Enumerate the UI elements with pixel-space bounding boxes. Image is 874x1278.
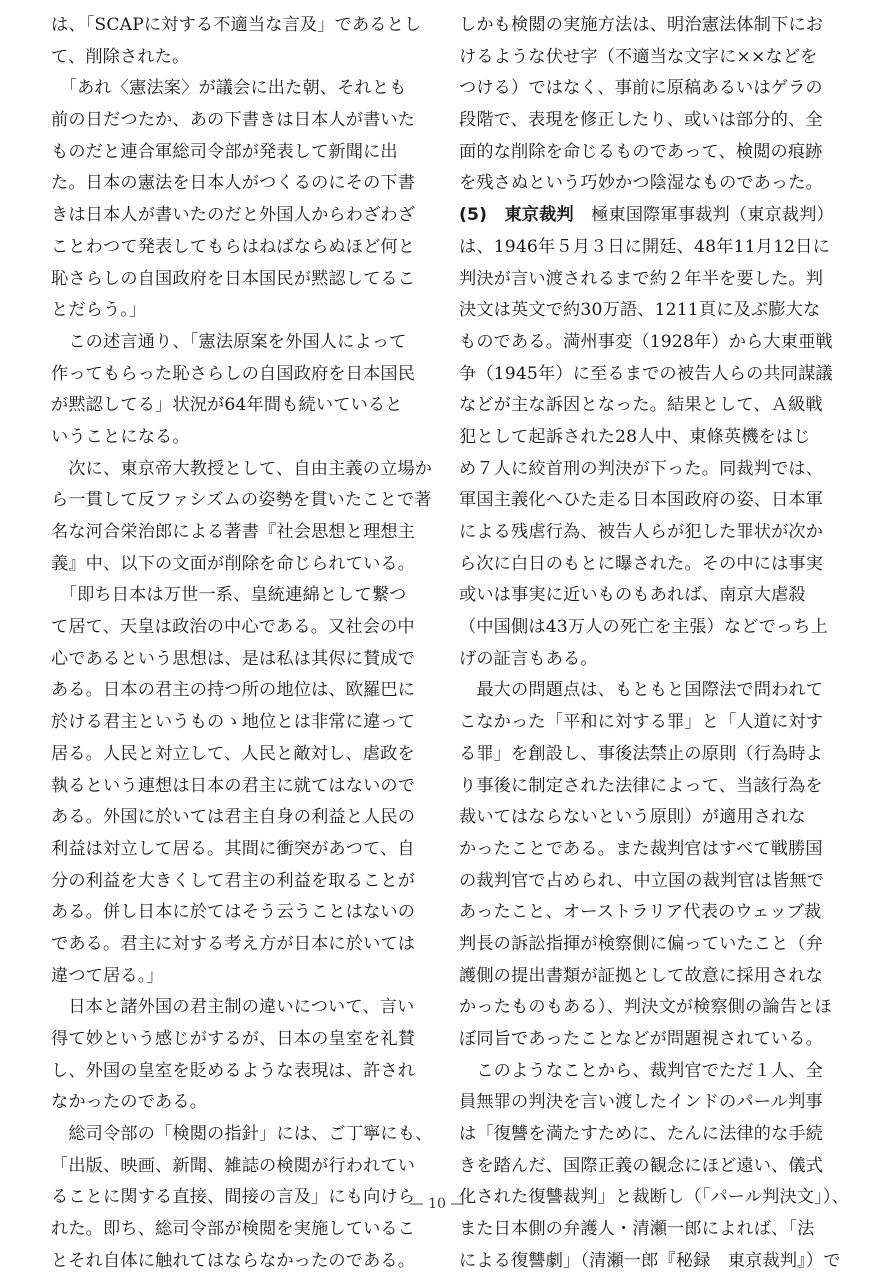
- text-line: つける）ではなく、事前に原稿あるいはゲラの: [459, 78, 823, 99]
- text-line: る罪」を創設し、事後法禁止の原則（行為時よ: [459, 743, 824, 764]
- text-line: ものである。満州事変（1928年）から大東亜戦: [459, 331, 833, 352]
- text-line: また日本側の弁護人・清瀬一郎によれば、「法: [459, 1219, 815, 1240]
- text-line: による残虐行為、被告人らが犯した罪状が次か: [459, 522, 824, 542]
- text-line: きを踏んだ、国際正義の観念にほど遠い、儀式: [459, 1155, 824, 1176]
- text-line: 名な河合栄治郎による著書『社会思想と理想主: [51, 522, 416, 542]
- text-line: ある。外国に於いては君主自身の利益と人民の: [51, 807, 416, 828]
- text-line: 総司令部の「検閲の指針」には、ご丁寧にも、: [51, 1124, 433, 1145]
- text-line: て、削除された。: [51, 46, 190, 67]
- text-line: 犯として起訴された28人中、東條英機をはじ: [459, 426, 811, 447]
- text-line: め７人に絞首刑の判決が下った。同裁判では、: [459, 458, 824, 479]
- text-line: 作ってもらった恥さらしの自国政府を日本国民: [51, 363, 416, 384]
- text-line: は「復讐を満たすために、たんに法律的な手続: [459, 1124, 824, 1145]
- text-line: （中国側は43万人の死亡を主張）などでっち上: [459, 617, 828, 638]
- text-line: が黙認してる」状況が64年間も続いていると: [51, 395, 403, 416]
- text-line: ら一貫して反ファシズムの姿勢を貫いたことで著: [51, 490, 432, 511]
- text-line: いうことになる。: [51, 426, 190, 447]
- text-line: なかったのである。: [51, 1092, 208, 1113]
- text-line: この述言通り、「憲法原案を外国人によって: [51, 331, 407, 352]
- text-line: あったこと、オーストラリア代表のウェッブ裁: [459, 902, 822, 923]
- text-line: 恥さらしの自国政府を日本国民が黙認してるこ: [51, 268, 416, 289]
- section-heading-rest: 極東国際軍事裁判（東京裁判）: [591, 205, 834, 226]
- section-number: (5): [459, 205, 488, 226]
- text-line: 「出版、映画、新聞、雑誌の検閲が行われてい: [51, 1155, 416, 1176]
- section-heading-line: [459, 200, 834, 232]
- text-line: 裁いてはならないという原則）が適用されな: [459, 807, 806, 828]
- text-line: 於ける君主というものゝ地位とは非常に違って: [51, 712, 416, 733]
- text-line: 義』中、以下の文面が削除を命じられている。: [51, 553, 416, 574]
- text-line: 判長の訴訟指揮が検察側に偏っていたこと（弁: [459, 933, 824, 954]
- text-line: 判決が言い渡されるまで約２年半を要した。判: [459, 268, 824, 289]
- text-line: けるような伏せ字（不適当な文字に××などを: [459, 46, 818, 67]
- text-line: た。日本の憲法を日本人がつくるのにその下書: [51, 173, 416, 194]
- right-text-column: [459, 10, 849, 1278]
- text-line: し、外国の皇室を貶めるような表現は、許され: [51, 1060, 416, 1081]
- text-line: 軍国主義化へひた走る日本国政府の姿、日本軍: [459, 490, 824, 511]
- text-line: ら次に白日のもとに曝された。その中には事実: [459, 553, 824, 574]
- text-line: などが主な訴因となった。結果として、Ａ級戦: [459, 395, 823, 416]
- text-line: 争（1945年）に至るまでの被告人らの共同謀議: [459, 363, 833, 384]
- text-line: しかも検閲の実施方法は、明治憲法体制下にお: [459, 15, 824, 35]
- text-line: は、「SCAPに対する不適当な言及」であるとし: [51, 15, 422, 35]
- text-line: こなかった「平和に対する罪」と「人道に対す: [459, 712, 824, 733]
- text-line: 次に、東京帝大教授として、自由主義の立場か: [51, 458, 433, 479]
- text-line: 護側の提出書類が証拠として故意に採用されな: [459, 965, 824, 986]
- text-line: 決文は英文で約30万語、1211頁に及ぶ膨大な: [459, 300, 821, 321]
- text-line: ることに関する直接、間接の言及」にも向けら: [51, 1187, 416, 1208]
- text-line: かったことである。また裁判官はすべて戦勝国: [459, 838, 823, 859]
- text-line: による復讐劇」（清瀬一郎『秘録 東京裁判』）で: [459, 1250, 841, 1271]
- text-line: 面的な削除を命じるものであって、検閲の痕跡: [459, 141, 823, 162]
- text-line: ことわつて発表してもらはねばならぬほど何と: [51, 236, 416, 257]
- text-line: は、1946年５月３日に開廷、48年11月12日に: [459, 236, 830, 257]
- text-line: 心であるという思想は、是は私は其侭に賛成で: [51, 648, 416, 669]
- text-line: 得て妙という感じがするが、日本の皇室を礼賛: [51, 1029, 416, 1049]
- text-line: ぼ同旨であったことなどが問題視されている。: [459, 1029, 823, 1049]
- text-line: 利益は対立して居る。其間に衝突があつて、自: [51, 838, 415, 859]
- right-column-before-heading: [459, 10, 827, 200]
- text-line: きは日本人が書いたのだと外国人からわざわざ: [51, 205, 416, 226]
- text-line: 段階で、表現を修正したり、或いは部分的、全: [459, 110, 823, 131]
- text-line: とそれ自体に触れてはならなかったのである。: [51, 1250, 416, 1271]
- text-line: 居る。人民と対立して、人民と敵対し、虐政を: [51, 743, 415, 764]
- text-line: 前の日だつたか、あの下書きは日本人が書いた: [51, 110, 416, 131]
- text-line: とだらう。」: [51, 300, 147, 321]
- text-line: 執るという連想は日本の君主に就てはないので: [51, 775, 416, 796]
- text-line: 最大の問題点は、もともと国際法で問われて: [459, 680, 824, 701]
- text-line: 違つて居る。」: [51, 965, 164, 986]
- text-line: て居て、天皇は政治の中心である。又社会の中: [51, 617, 415, 638]
- right-column-after-heading: [459, 232, 849, 1278]
- text-line: である。君主に対する考え方が日本に於いては: [51, 933, 416, 954]
- text-line: 日本と諸外国の君主制の違いについて、言い: [51, 997, 415, 1018]
- text-line: 員無罪の判決を言い渡したインドのパール判事: [459, 1092, 823, 1113]
- page-number: — 10 —: [409, 1196, 465, 1212]
- text-line: り事後に制定された法律によって、当該行為を: [459, 775, 823, 796]
- text-line: の裁判官で占められ、中立国の裁判官は皆無で: [459, 870, 825, 891]
- text-line: 「即ち日本は万世一系、皇統連綿として繋つ: [51, 585, 407, 606]
- text-line: を残さぬという巧妙かつ陰湿なものであった。: [459, 173, 823, 194]
- text-line: れた。即ち、総司令部が検閲を実施しているこ: [51, 1219, 416, 1240]
- text-line: ある。併し日本に於てはそう云うことはないの: [51, 902, 416, 923]
- text-line: このようなことから、裁判官でただ１人、全: [459, 1060, 824, 1081]
- text-line: 或いは事実に近いものもあれば、南京大虐殺: [459, 585, 806, 606]
- text-line: かったものもある）、判決文が検察側の論告とほ: [459, 997, 832, 1018]
- left-text-column: [51, 10, 433, 1278]
- section-title: 東京裁判: [504, 205, 574, 226]
- text-line: ものだと連合軍総司令部が発表して新聞に出: [51, 141, 398, 162]
- text-line: 「あれ〈憲法案〉が議会に出た朝、それとも: [51, 78, 407, 99]
- text-line: げの証言もある。: [459, 648, 598, 669]
- text-line: 化された復讐裁判」と裁断し（「パール判決文」）、: [459, 1187, 849, 1208]
- text-line: 分の利益を大きくして君主の利益を取ることが: [51, 870, 416, 891]
- text-line: ある。日本の君主の持つ所の地位は、欧羅巴に: [51, 680, 416, 701]
